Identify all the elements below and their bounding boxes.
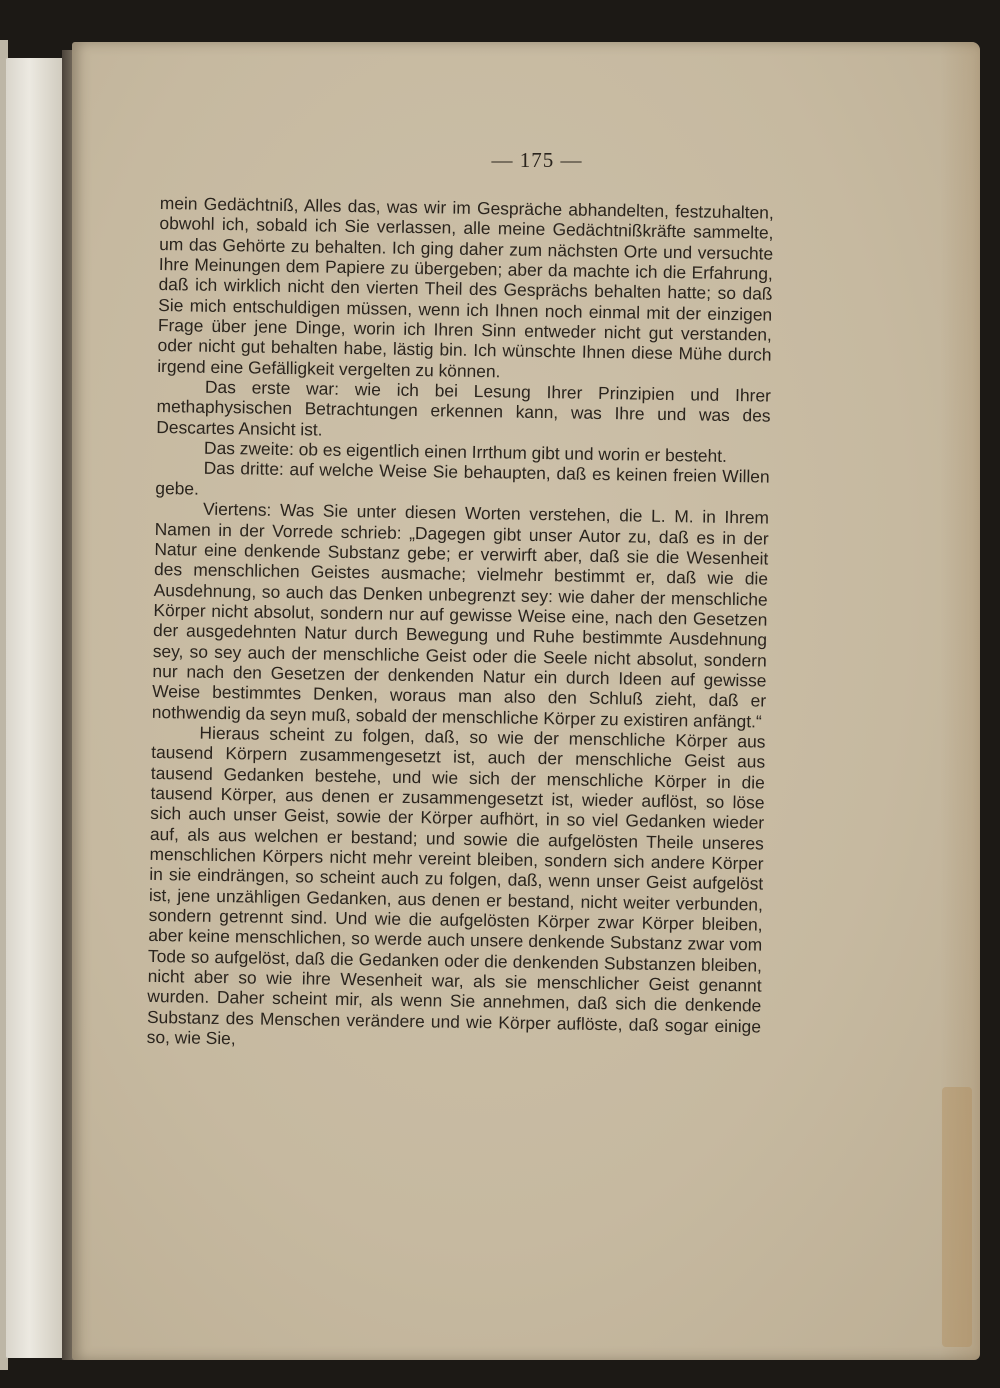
book-page [72,42,980,1360]
paragraph: Viertens: Was Sie unter diesen Worten verstehen, die L. M. in Ihrem Namen in der Vorrede schrieb: „Dagegen gibt unser Autor zu, daß es in der Natur eine denkende Substanz gebe; er verwirft aber, daß sie die Wesenheit des menschlichen Geistes ausmache; vielmehr bestimmt er, daß wie die Ausdehnung, so auch das Denken unbegrenzt sey: wie daher der menschliche Körper nicht absolut, sondern nur auf gewisse Weise eine, nach den Gesetzen der ausgedehnten Natur durch Bewegung und Ruhe bestimmte Ausdehnung sey, so sey auch der menschliche Geist oder die Seele nicht absolut, sondern nur nach den Gesetzen der denkenden Natur ein durch Ideen auf gewisse Weise bestimmtes Denken, woraus man also den Schluß zieht, daß er nothwendig da seyn muß, sobald der menschliche Körper zu existiren anfängt.“ [151,498,770,732]
page-stain [942,1087,972,1347]
paragraph: Hieraus scheint zu folgen, daß, so wie der menschliche Körper aus tausend Körpern zusammengesetzt ist, auch der menschliche Geist aus tausend Gedanken bestehe, und wie sich der menschliche Körper in die tausend Körper, aus denen er zusammengesetzt ist, wieder auflöst, so löse sich auch unser Geist, sowie der Körper aufhört, in so viel Gedanken wieder auf, als aus welchen er bestand; und sowie die aufgelösten Theile unseres menschlichen Körpers nicht mehr vereint bleiben, sondern sich andere Körper in sie eindrängen, so scheint auch zu folgen, daß, wenn unser Geist aufgelöst ist, jene unzähligen Gedanken, aus denen er bestand, nicht weiter verbunden, sondern getrennt sind. Und wie die aufgelösten Körper zwar Körper bleiben, aber keine menschlichen, so werde auch unsere denkende Substanz zwar vom Tode so aufgelöst, daß die Gedanken oder die denkenden Substanzen bleiben, nicht aber so wie ihre Wesenheit war, als sie menschlicher Geist genannt wurden. Daher scheint mir, als wenn Sie annehmen, daß sich die denkende Substanz des Menschen verändere und wie Körper auflöste, daß sogar einige so, wie Sie, [146,722,766,1049]
paragraph: Das erste war: wie ich bei Lesung Ihrer Prinzipien und Ihrer methaphysischen Betrachtungen erkennen kann, was Ihre und was des Descartes Ansicht ist. [156,376,772,440]
page-number: — 175 — [491,148,583,172]
previous-page [6,58,64,1358]
paragraph: Das dritte: auf welche Weise Sie behaupten, daß es keinen freien Willen gebe. [155,458,770,499]
body-text [147,193,774,1057]
paragraph: mein Gedächtniß, Alles das, was wir im Gespräche abhandelten, festzuhalten, obwohl ich, sobald ich Sie verlassen, alle meine Gedächtnißkräfte sammelte, um das Gehörte zu behalten. Ich ging daher zum nächsten Orte und versuchte Ihre Meinungen dem Papiere zu übergeben; aber da machte ich die Erfahrung, daß ich wirklich nicht den vierten Theil des Gesprächs behalten hatte; so daß Sie mich entschuldigen müssen, wenn ich Ihnen noch einmal mit der einzigen Frage über jene Dinge, worin ich Ihren Sinn entweder nicht gut verstanden, oder nicht gut behalten habe, lästig bin. Ich wünschte Ihnen diese Mühe durch irgend eine Gefälligkeit vergelten zu können. [157,193,774,382]
paragraph: Das zweite: ob es eigentlich einen Irrthum gibt und worin er besteht. [203,437,728,467]
